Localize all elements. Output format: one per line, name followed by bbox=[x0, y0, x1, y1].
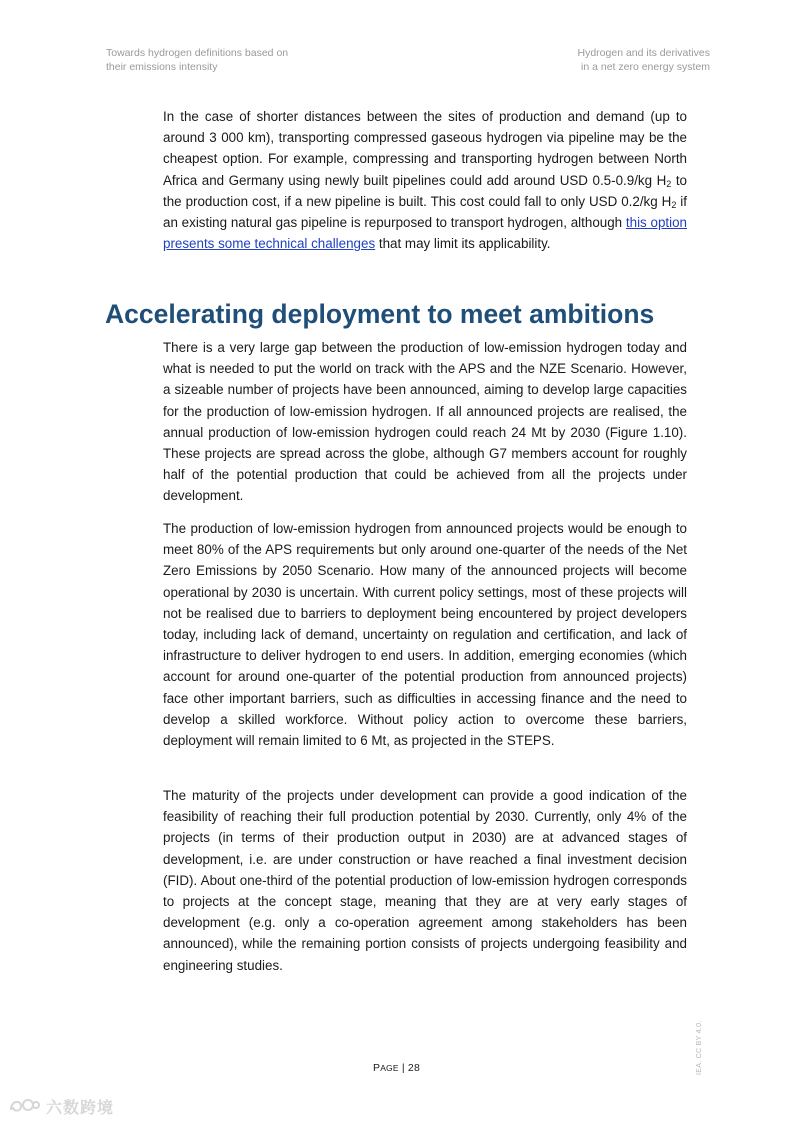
page-separator: | bbox=[398, 1062, 408, 1074]
h2-subscript-1: 2 bbox=[666, 178, 672, 189]
running-header-left bbox=[106, 47, 288, 74]
intro-text-1: In the case of shorter distances between the sites of production and demand (up to around 3 000 km), transporting compressed gaseous hydrogen via pipeline may be the cheapest option. For example, compressing and transporting hydrogen between North Africa and Germany using newly built pipelines could add around USD 0.5-0.9/kg H bbox=[163, 109, 687, 188]
section-paragraph-3-block bbox=[163, 785, 687, 976]
section-heading: Accelerating deployment to meet ambitions bbox=[105, 299, 655, 329]
intro-block bbox=[163, 106, 687, 254]
section-paragraph-3: The maturity of the projects under development can provide a good indication of the feasibility of reaching their full production potential by 2030. Currently, only 4% of the projects (in terms of their production output in 2030) are at advanced stages of development, i.e. are under construction or have reached a final investment decision (FID). About one-third of the potential production of low-emission hydrogen corresponds to projects at the concept stage, meaning that they are at very early stages of development (e.g. only a co-operation agreement among stakeholders has been announced), while the remaining portion consists of projects undergoing feasibility and engineering studies. bbox=[163, 788, 687, 973]
running-header-right bbox=[578, 47, 711, 74]
header-left-line1: Towards hydrogen definitions based on bbox=[106, 47, 289, 59]
page-footer bbox=[0, 1062, 793, 1074]
watermark bbox=[8, 1094, 114, 1118]
intro-text-2: to the production cost, if a new pipeline is built. This cost could fall to only USD 0.2/kg H bbox=[163, 172, 687, 209]
license-note: IEA. CC BY 4.0. bbox=[696, 1020, 703, 1075]
header-right-line2: in a net zero energy system bbox=[581, 60, 710, 73]
h2-subscript-2: 2 bbox=[671, 199, 677, 210]
intro-paragraph bbox=[163, 106, 687, 254]
header-right-line1: Hydrogen and its derivatives bbox=[577, 47, 710, 59]
section-paragraph-1: There is a very large gap between the production of low-emission hydrogen today and what is needed to put the world on track with the APS and the NZE Scenario. However, a sizeable number of projects have been announced, aiming to develop large capacities for the production of low-emission hydrogen. If all announced projects are realised, the annual production of low-emission hydrogen could reach 24 Mt by 2030 (Figure 1.10). These projects are spread across the globe, although G7 members account for roughly half of the potential production that could be achieved from all the projects under development. bbox=[163, 340, 687, 504]
section-paragraph-2-block bbox=[163, 518, 687, 751]
watermark-text: 六数跨境 bbox=[46, 1099, 115, 1117]
intro-text-3: if an existing natural gas pipeline is repurposed to transport hydrogen, although bbox=[163, 193, 687, 231]
watermark-logo-icon bbox=[8, 1096, 40, 1116]
technical-challenges-link[interactable]: this option presents some technical challenges bbox=[163, 215, 688, 252]
page-label-initial: P bbox=[372, 1062, 381, 1074]
page-label-rest: AGE bbox=[380, 1063, 399, 1073]
page-number: 28 bbox=[407, 1062, 421, 1074]
section-paragraph-2: The production of low-emission hydrogen from announced projects would be enough to meet 80% of the APS requirements but only around one-quarter of the needs of the Net Zero Emissions by 2050 Scenario. How many of the announced projects will become operational by 2030 is uncertain. With current policy settings, most of these projects will not be realised due to barriers to deployment being encountered by project developers today, including lack of demand, uncertainty on regulation and certification, and lack of infrastructure to deliver hydrogen to end users. In addition, emerging economies (which account for around one-quarter of the potential production from announced projects) face other important barriers, such as difficulties in accessing finance and the need to develop a skilled workforce. Without policy action to overcome these barriers, deployment will remain limited to 6 Mt, as projected in the STEPS. bbox=[163, 521, 687, 749]
section-paragraph-1-block bbox=[163, 337, 687, 507]
intro-text-4: that may limit its applicability. bbox=[375, 236, 551, 252]
header-left-line2: their emissions intensity bbox=[106, 60, 218, 73]
